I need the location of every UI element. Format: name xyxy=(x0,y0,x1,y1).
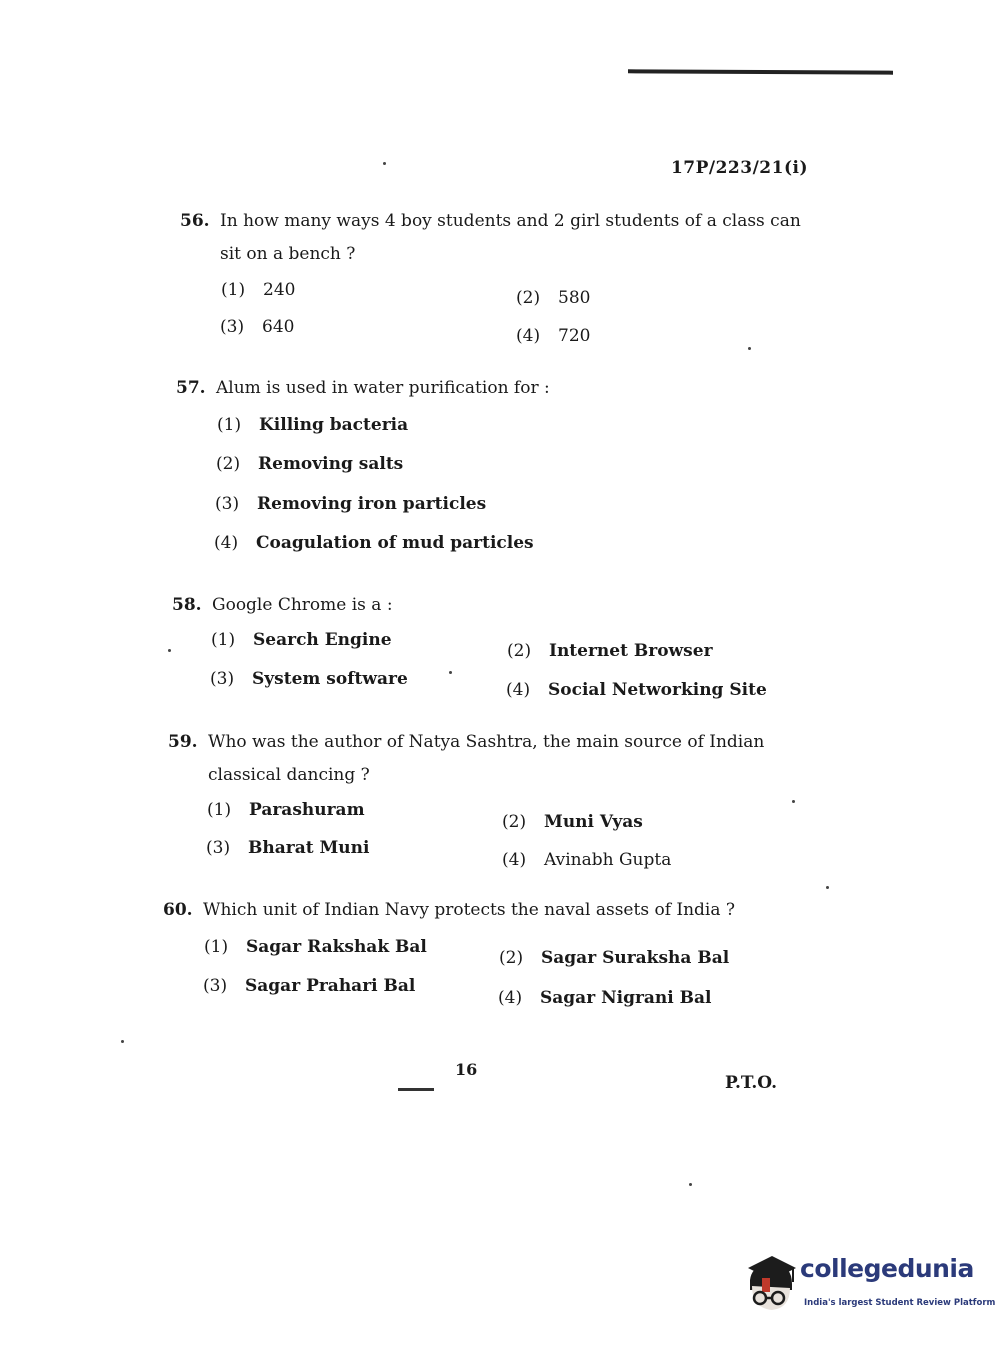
pto-label: P.T.O. xyxy=(725,1073,777,1093)
option: (4) Social Networking Site xyxy=(506,680,767,700)
option: (2) Sagar Suraksha Bal xyxy=(499,948,730,968)
scan-speck xyxy=(121,1040,124,1043)
scan-speck xyxy=(689,1183,692,1186)
option: (4) 720 xyxy=(516,326,591,346)
option: (2) 580 xyxy=(516,288,591,308)
option: (2) Removing salts xyxy=(216,454,404,474)
paper-code: 17P/223/21(i) xyxy=(670,158,808,178)
scan-speck xyxy=(748,347,751,350)
question-number: 58. xyxy=(172,595,202,615)
question-number: 60. xyxy=(163,900,193,920)
option: (1) 240 xyxy=(221,280,296,300)
top-rule xyxy=(628,69,893,74)
option: (4) Coagulation of mud particles xyxy=(214,533,534,553)
scan-speck xyxy=(792,800,795,803)
option: (1) Sagar Rakshak Bal xyxy=(204,937,427,957)
brand-name: collegedunia xyxy=(800,1254,974,1283)
question-number: 56. xyxy=(180,211,210,231)
collegedunia-logo xyxy=(742,1250,996,1316)
scan-speck xyxy=(168,649,171,652)
page-number: 16 xyxy=(455,1060,478,1079)
question-number: 59. xyxy=(168,732,198,752)
option: (3) Sagar Prahari Bal xyxy=(203,976,416,996)
option: (3) 640 xyxy=(220,317,295,337)
scan-speck xyxy=(449,671,452,674)
option: (1) Killing bacteria xyxy=(217,415,409,435)
mascot-icon xyxy=(742,1250,800,1316)
question-text: Alum is used in water purification for : xyxy=(216,378,550,398)
option: (4) Sagar Nigrani Bal xyxy=(498,988,712,1008)
option: (3) System software xyxy=(210,669,408,689)
option: (1) Search Engine xyxy=(211,630,392,650)
option: (3) Removing iron particles xyxy=(215,494,487,514)
footer-dash xyxy=(398,1088,434,1091)
question-text: Which unit of Indian Navy protects the naval assets of India ? xyxy=(203,900,736,920)
question-text: Who was the author of Natya Sashtra, the main source of Indian classical dancing ? xyxy=(208,732,765,785)
question-text: Google Chrome is a : xyxy=(212,595,393,615)
question-text: In how many ways 4 boy students and 2 girl students of a class can sit on a bench ? xyxy=(220,211,801,264)
option: (2) Internet Browser xyxy=(507,641,713,661)
option: (2) Muni Vyas xyxy=(502,812,643,832)
question-number: 57. xyxy=(176,378,206,398)
scan-speck xyxy=(826,886,829,889)
option: (4) Avinabh Gupta xyxy=(502,850,672,870)
option: (1) Parashuram xyxy=(207,800,365,820)
scan-speck xyxy=(383,162,386,165)
option: (3) Bharat Muni xyxy=(206,838,370,858)
brand-tagline: India's largest Student Review Platform xyxy=(804,1298,996,1308)
